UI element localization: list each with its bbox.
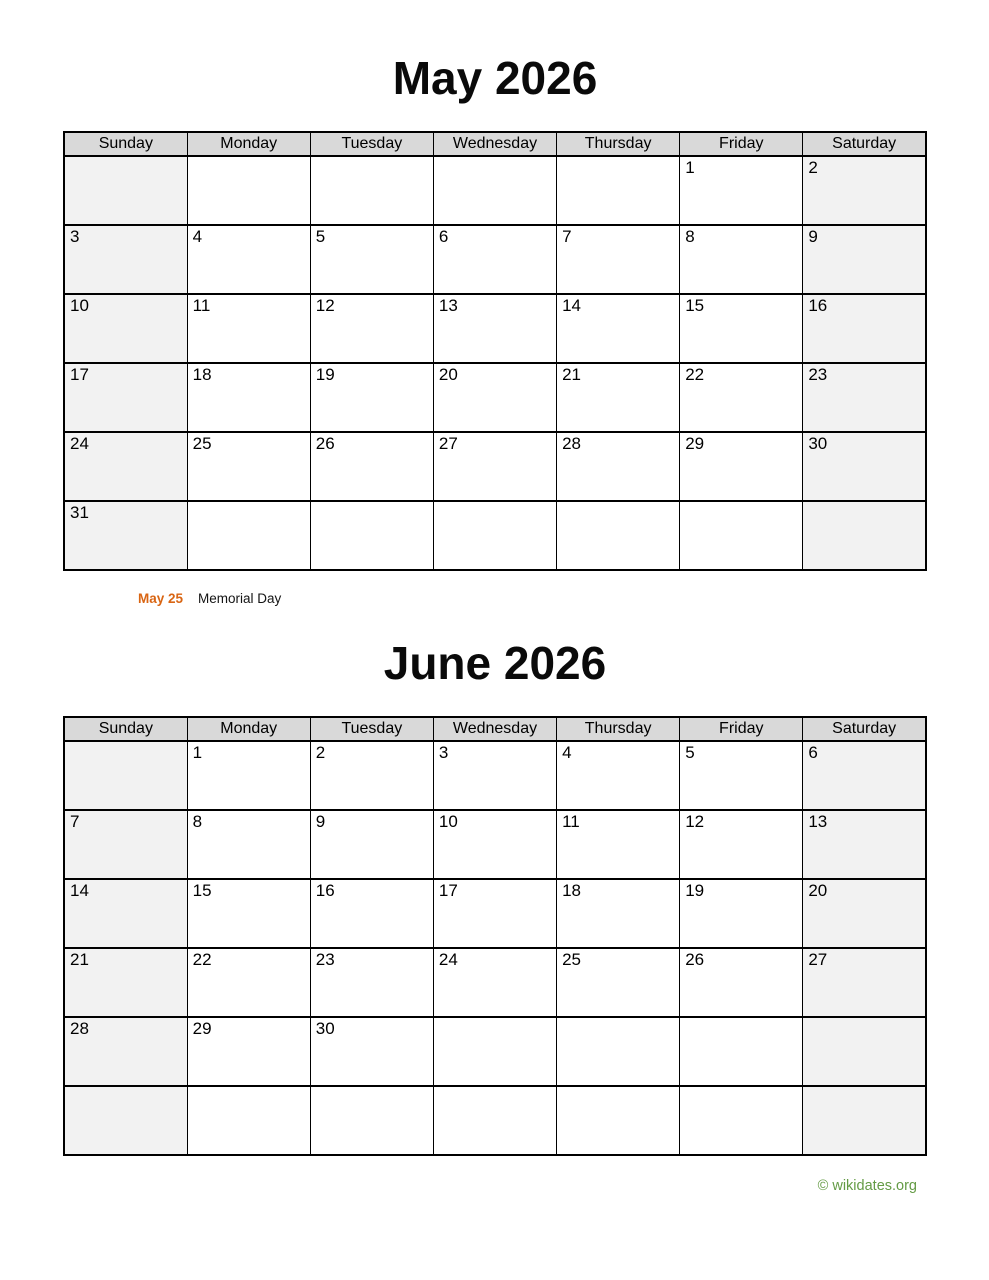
empty-day-cell xyxy=(680,1017,803,1086)
day-cell-25: 25 xyxy=(557,948,680,1017)
weekday-header-wednesday: Wednesday xyxy=(433,132,556,156)
day-cell-17: 17 xyxy=(433,879,556,948)
empty-day-cell xyxy=(680,501,803,570)
day-cell-7: 7 xyxy=(557,225,680,294)
day-cell-28: 28 xyxy=(64,1017,187,1086)
day-cell-13: 13 xyxy=(803,810,926,879)
day-cell-6: 6 xyxy=(433,225,556,294)
day-cell-8: 8 xyxy=(680,225,803,294)
holiday-date: May 25 xyxy=(138,590,184,606)
day-cell-6: 6 xyxy=(803,741,926,810)
weekday-header-saturday: Saturday xyxy=(803,717,926,741)
day-cell-10: 10 xyxy=(64,294,187,363)
day-cell-19: 19 xyxy=(680,879,803,948)
month-june xyxy=(63,637,927,1156)
empty-day-cell xyxy=(64,741,187,810)
week-row xyxy=(64,501,926,570)
week-row xyxy=(64,810,926,879)
day-cell-7: 7 xyxy=(64,810,187,879)
day-cell-12: 12 xyxy=(310,294,433,363)
week-row xyxy=(64,294,926,363)
day-cell-29: 29 xyxy=(680,432,803,501)
day-cell-23: 23 xyxy=(803,363,926,432)
day-cell-27: 27 xyxy=(803,948,926,1017)
empty-day-cell xyxy=(310,1086,433,1155)
day-cell-12: 12 xyxy=(680,810,803,879)
weekday-header-monday: Monday xyxy=(187,132,310,156)
day-cell-28: 28 xyxy=(557,432,680,501)
day-cell-16: 16 xyxy=(310,879,433,948)
empty-day-cell xyxy=(803,1017,926,1086)
day-cell-4: 4 xyxy=(187,225,310,294)
weekday-header-friday: Friday xyxy=(680,132,803,156)
week-row xyxy=(64,879,926,948)
day-cell-2: 2 xyxy=(310,741,433,810)
day-cell-17: 17 xyxy=(64,363,187,432)
week-row xyxy=(64,363,926,432)
day-cell-30: 30 xyxy=(803,432,926,501)
weekday-header-tuesday: Tuesday xyxy=(310,717,433,741)
day-cell-26: 26 xyxy=(310,432,433,501)
empty-day-cell xyxy=(433,1017,556,1086)
day-cell-24: 24 xyxy=(64,432,187,501)
day-cell-29: 29 xyxy=(187,1017,310,1086)
empty-day-cell xyxy=(187,501,310,570)
day-cell-14: 14 xyxy=(64,879,187,948)
holiday-note xyxy=(138,591,927,607)
site-credit-link[interactable]: © wikidates.org xyxy=(817,1177,917,1194)
day-cell-18: 18 xyxy=(557,879,680,948)
day-cell-25: 25 xyxy=(187,432,310,501)
week-row xyxy=(64,948,926,1017)
week-row xyxy=(64,1086,926,1155)
empty-day-cell xyxy=(310,156,433,225)
weekday-header-thursday: Thursday xyxy=(557,132,680,156)
day-cell-11: 11 xyxy=(557,810,680,879)
day-cell-27: 27 xyxy=(433,432,556,501)
day-cell-22: 22 xyxy=(187,948,310,1017)
week-row xyxy=(64,1017,926,1086)
week-row xyxy=(64,156,926,225)
day-cell-3: 3 xyxy=(433,741,556,810)
empty-day-cell xyxy=(803,1086,926,1155)
day-cell-15: 15 xyxy=(680,294,803,363)
day-cell-16: 16 xyxy=(803,294,926,363)
holiday-name: Memorial Day xyxy=(198,590,282,606)
empty-day-cell xyxy=(187,1086,310,1155)
weekday-header-friday: Friday xyxy=(680,717,803,741)
day-cell-1: 1 xyxy=(680,156,803,225)
day-cell-10: 10 xyxy=(433,810,556,879)
weekday-header-saturday: Saturday xyxy=(803,132,926,156)
day-cell-18: 18 xyxy=(187,363,310,432)
day-cell-4: 4 xyxy=(557,741,680,810)
week-row xyxy=(64,741,926,810)
weekday-header-thursday: Thursday xyxy=(557,717,680,741)
day-cell-9: 9 xyxy=(310,810,433,879)
day-cell-31: 31 xyxy=(64,501,187,570)
day-cell-8: 8 xyxy=(187,810,310,879)
weekday-header-monday: Monday xyxy=(187,717,310,741)
weekday-header-sunday: Sunday xyxy=(64,717,187,741)
empty-day-cell xyxy=(187,156,310,225)
day-cell-9: 9 xyxy=(803,225,926,294)
day-cell-11: 11 xyxy=(187,294,310,363)
month-title-june: June 2026 xyxy=(383,637,607,690)
empty-day-cell xyxy=(557,156,680,225)
day-cell-21: 21 xyxy=(64,948,187,1017)
day-cell-21: 21 xyxy=(557,363,680,432)
weekday-header-row xyxy=(64,717,926,741)
weekday-header-tuesday: Tuesday xyxy=(310,132,433,156)
day-cell-15: 15 xyxy=(187,879,310,948)
empty-day-cell xyxy=(310,501,433,570)
empty-day-cell xyxy=(433,156,556,225)
weekday-header-wednesday: Wednesday xyxy=(433,717,556,741)
day-cell-20: 20 xyxy=(803,879,926,948)
month-title-may: May 2026 xyxy=(392,52,598,104)
empty-day-cell xyxy=(803,501,926,570)
day-cell-3: 3 xyxy=(64,225,187,294)
day-cell-1: 1 xyxy=(187,741,310,810)
empty-day-cell xyxy=(433,501,556,570)
empty-day-cell xyxy=(680,1086,803,1155)
empty-day-cell xyxy=(433,1086,556,1155)
week-row xyxy=(64,225,926,294)
empty-day-cell xyxy=(557,1017,680,1086)
empty-day-cell xyxy=(557,501,680,570)
day-cell-5: 5 xyxy=(310,225,433,294)
day-cell-14: 14 xyxy=(557,294,680,363)
calendar-table-may xyxy=(63,131,927,571)
week-row xyxy=(64,432,926,501)
day-cell-26: 26 xyxy=(680,948,803,1017)
empty-day-cell xyxy=(64,1086,187,1155)
calendar-table-june xyxy=(63,716,927,1156)
weekday-header-sunday: Sunday xyxy=(64,132,187,156)
empty-day-cell xyxy=(557,1086,680,1155)
day-cell-30: 30 xyxy=(310,1017,433,1086)
day-cell-2: 2 xyxy=(803,156,926,225)
day-cell-20: 20 xyxy=(433,363,556,432)
day-cell-22: 22 xyxy=(680,363,803,432)
weekday-header-row xyxy=(64,132,926,156)
day-cell-13: 13 xyxy=(433,294,556,363)
day-cell-23: 23 xyxy=(310,948,433,1017)
month-may xyxy=(63,0,927,607)
empty-day-cell xyxy=(64,156,187,225)
day-cell-19: 19 xyxy=(310,363,433,432)
day-cell-5: 5 xyxy=(680,741,803,810)
day-cell-24: 24 xyxy=(433,948,556,1017)
